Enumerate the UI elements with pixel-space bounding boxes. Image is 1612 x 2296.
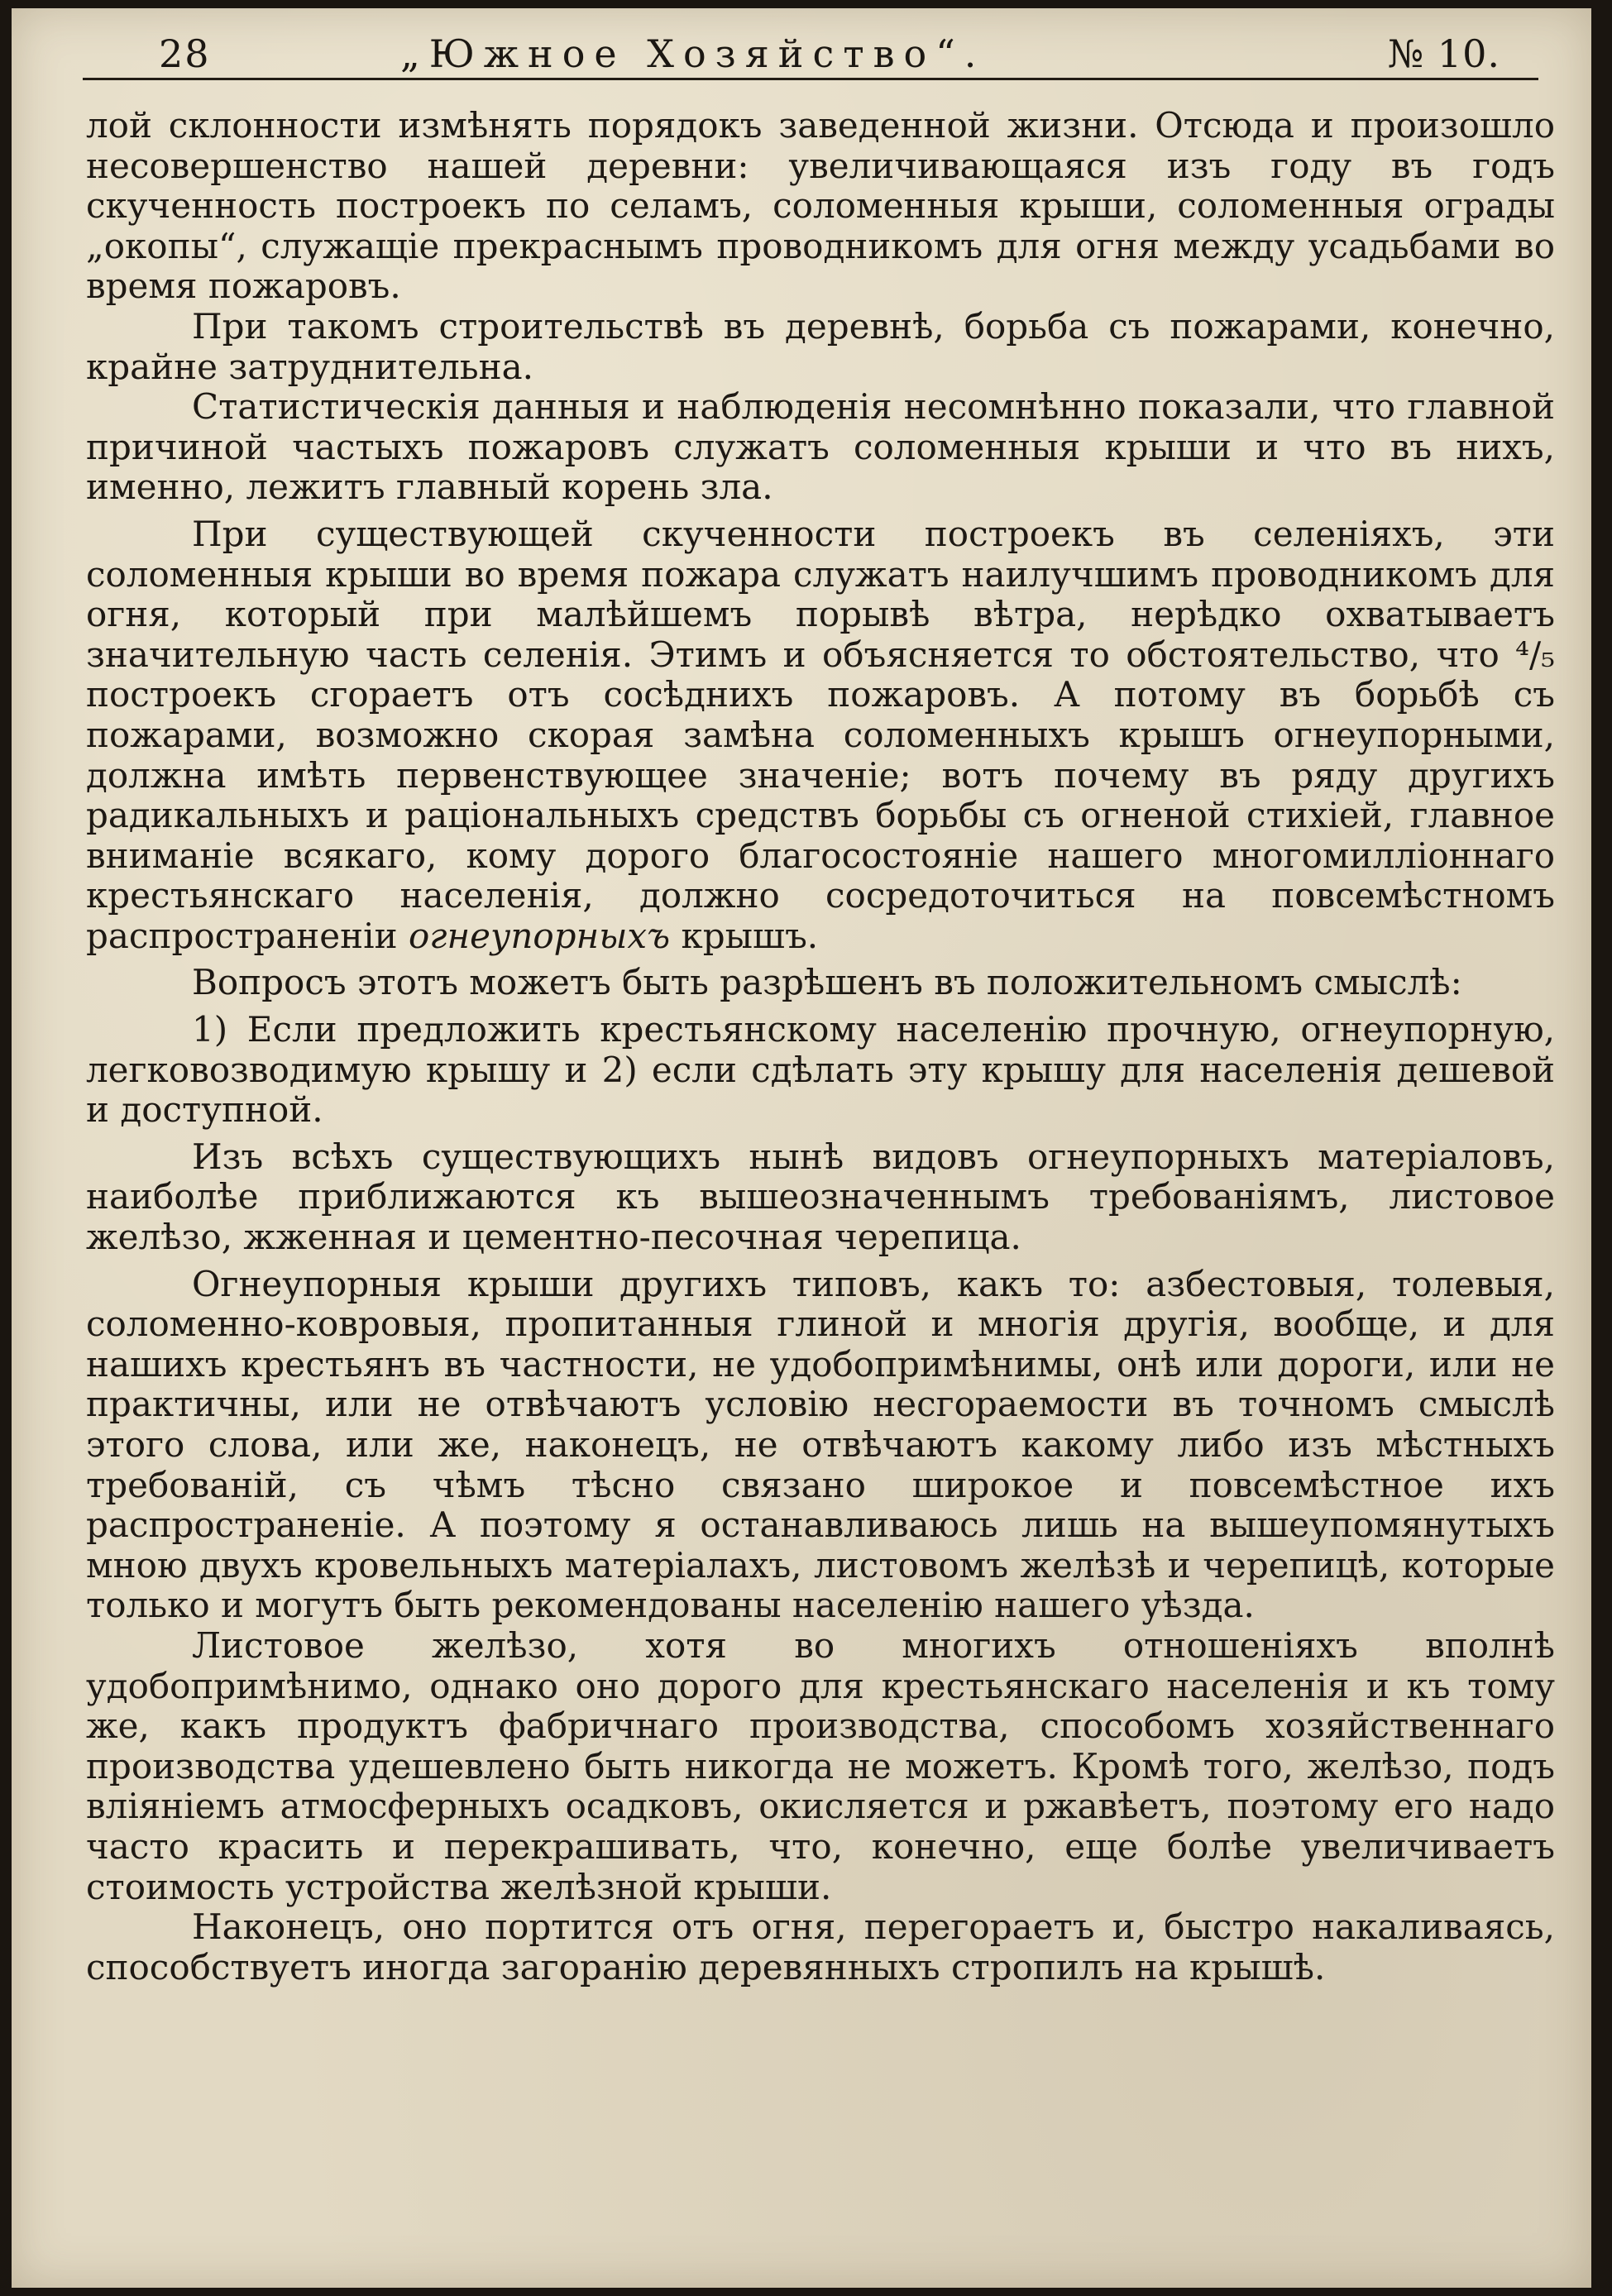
paragraph: лой склонности измѣнять порядокъ заведенной жизни. Отсюда и произошло несовершенство нашей деревни: увеличивающаяся изъ году въ годъ скученность построекъ по селамъ, соломенныя крыши, соломенныя ограды „окопы“, служащіе прекраснымъ проводникомъ для огня между усадьбами во время пожаровъ. (86, 105, 1555, 307)
paragraph-tail: крышъ. (670, 915, 819, 956)
page-number: 28 (159, 31, 211, 76)
paragraph: Наконецъ, оно портится отъ огня, перегораетъ и, быстро накаливаясь, способствуетъ иногда загоранію деревянныхъ стропилъ на крышѣ. (86, 1906, 1555, 1987)
paragraph: Листовое желѣзо, хотя во многихъ отношеніяхъ вполнѣ удобопримѣнимо, однако оно дорого для крестьянскаго населенія и къ тому же, какъ продуктъ фабричнаго производства, способомъ хозяйственнаго производства удешевлено быть никогда не можетъ. Кромѣ того, желѣзо, подъ вліяніемъ атмосферныхъ осадковъ, окисляется и ржавѣетъ, поэтому его надо часто красить и перекрашивать, что, конечно, еще болѣе увеличиваетъ стоимость устройства желѣзной крыши. (86, 1624, 1555, 1907)
paragraph: При такомъ строительствѣ въ деревнѣ, борьба съ пожарами, конечно, крайне затруднительна. (86, 305, 1555, 387)
journal-title: „Южное Хозяйство“. (400, 31, 986, 76)
paragraph: Статистическія данныя и наблюденія несомнѣнно показали, что главной причиной частыхъ пожаровъ служатъ соломенныя крыши и что въ нихъ, именно, лежитъ главный корень зла. (86, 386, 1555, 508)
paragraph (86, 514, 1555, 957)
paragraph: Изъ всѣхъ существующихъ нынѣ видовъ огнеупорныхъ матеріаловъ, наиболѣе приближаются къ вышеозначеннымъ требованіямъ, листовое желѣзо, жженная и цементно-песочная черепица. (86, 1136, 1555, 1258)
paragraph: Вопросъ этотъ можетъ быть разрѣшенъ въ положительномъ смыслѣ: (192, 962, 1462, 1003)
issue-number: № 10. (1387, 31, 1500, 76)
paragraph: Огнеупорныя крыши другихъ типовъ, какъ то: азбестовыя, толевыя, соломенно-ковровыя, пропитанныя глиной и многія другія, вообще, и для нашихъ крестьянъ въ частности, не удобопримѣнимы, онѣ или дороги, или не практичны, или не отвѣчаютъ условію несгораемости въ точномъ смыслѣ этого слова, или же, наконецъ, не отвѣчаютъ какому либо изъ мѣстныхъ требованій, съ чѣмъ тѣсно связано широкое и повсемѣстное ихъ распространеніе. А поэтому я останавливаюсь лишь на вышеупомянутыхъ мною двухъ кровельныхъ матеріалахъ, листовомъ желѣзѣ и черепицѣ, которые только и могутъ быть рекомендованы населенію нашего уѣзда. (86, 1263, 1555, 1626)
paragraph-text: При существующей скученности построекъ въ селеніяхъ, эти соломенныя крыши во время пожара служатъ наилучшимъ проводникомъ для огня, который при малѣйшемъ порывѣ вѣтра, нерѣдко охватываетъ значительную часть селенія. Этимъ и объясняется то обстоятельство, что ⁴/₅ построекъ сгораетъ отъ сосѣднихъ пожаровъ. А потому въ борьбѣ съ пожарами, возможно скорая замѣна соломенныхъ крышъ огнеупорными, должна имѣть первенствующее значеніе; вотъ почему въ ряду другихъ радикальныхъ и раціональныхъ средствъ борьбы съ огненой стихіей, главное вниманіе всякаго, кому дорого благосостояніе нашего многомилліоннаго крестьянскаго населенія, должно сосредоточиться на повсемѣстномъ распространеніи (86, 513, 1555, 956)
article-body (86, 106, 1555, 1987)
paragraph: 1) Если предложить крестьянскому населенію прочную, огнеупорную, легковозводимую крышу и 2) если сдѣлать эту крышу для населенія дешевой и доступной. (86, 1009, 1555, 1131)
emphasized-word: огнеупорныхъ (408, 915, 671, 956)
header-rule (83, 78, 1538, 80)
page-header (94, 31, 1550, 84)
